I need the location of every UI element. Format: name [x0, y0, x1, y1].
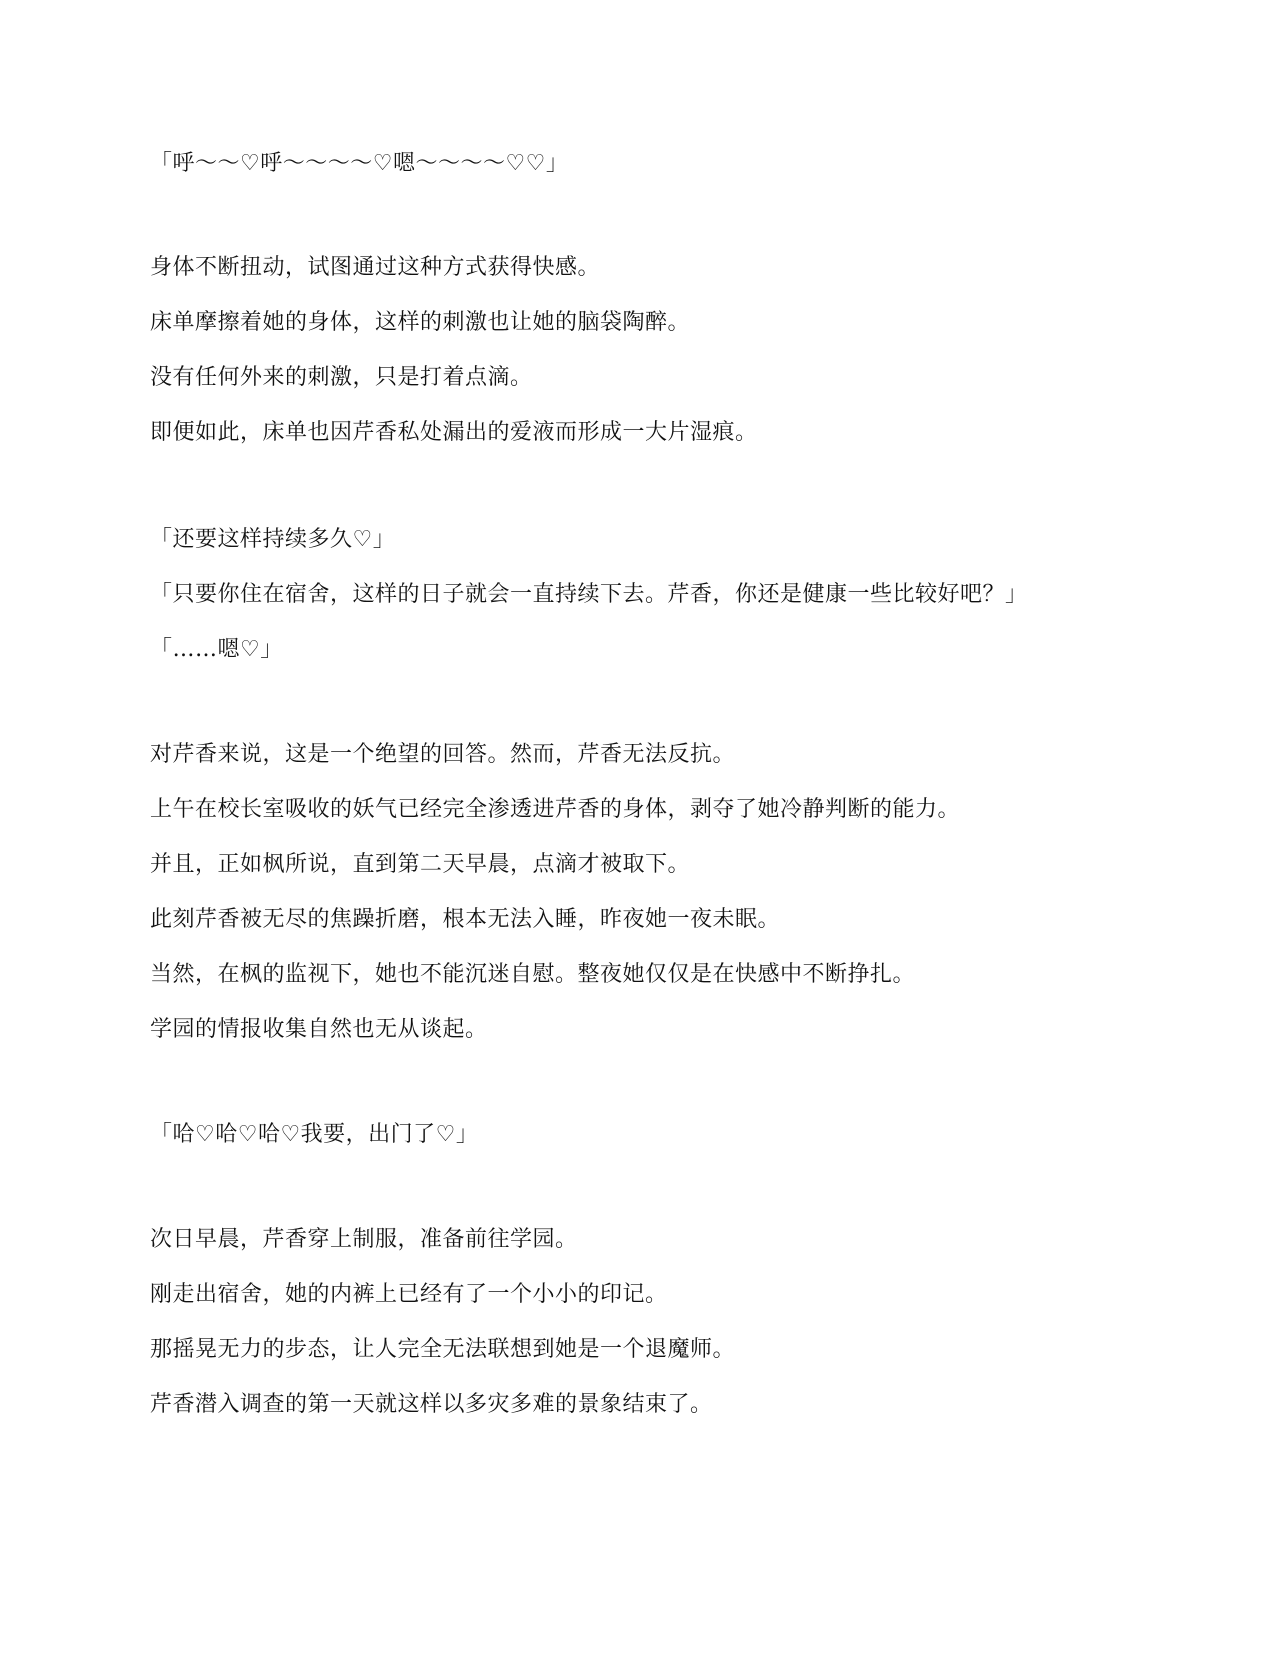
dialogue-line: 「……嗯♡」 [150, 637, 283, 662]
narration-line: 芹香潜入调查的第一天就这样以多灾多难的景象结束了。 [150, 1392, 713, 1417]
narration-line: 次日早晨，芹香穿上制服，准备前往学园。 [150, 1227, 578, 1252]
narration-line: 即便如此，床单也因芹香私处漏出的爱液而形成一大片湿痕。 [150, 420, 758, 445]
narration-line: 身体不断扭动，试图通过这种方式获得快感。 [150, 255, 601, 280]
narration-line: 此刻芹香被无尽的焦躁折磨，根本无法入睡，昨夜她一夜未眠。 [150, 907, 781, 932]
narration-line: 刚走出宿舍，她的内裤上已经有了一个小小的印记。 [150, 1282, 668, 1307]
narration-line: 并且，正如枫所说，直到第二天早晨，点滴才被取下。 [150, 852, 691, 877]
dialogue-line: 「只要你住在宿舍，这样的日子就会一直持续下去。芹香，你还是健康一些比较好吧？」 [150, 582, 1028, 607]
narration-line: 学园的情报收集自然也无从谈起。 [150, 1017, 488, 1042]
dialogue-line: 「呼～～♡呼～～～～♡嗯～～～～♡♡」 [150, 151, 569, 176]
dialogue-line: 「哈♡哈♡哈♡我要，出门了♡」 [150, 1122, 479, 1147]
narration-line: 没有任何外来的刺激，只是打着点滴。 [150, 365, 533, 390]
dialogue-line: 「还要这样持续多久♡」 [150, 527, 396, 552]
narration-line: 对芹香来说，这是一个绝望的回答。然而，芹香无法反抗。 [150, 742, 736, 767]
narration-line: 当然，在枫的监视下，她也不能沉迷自慰。整夜她仅仅是在快感中不断挣扎。 [150, 962, 916, 987]
narration-line: 床单摩擦着她的身体，这样的刺激也让她的脑袋陶醉。 [150, 310, 691, 335]
narration-line: 上午在校长室吸收的妖气已经完全渗透进芹香的身体，剥夺了她冷静判断的能力。 [150, 797, 961, 822]
narration-line: 那摇晃无力的步态，让人完全无法联想到她是一个退魔师。 [150, 1337, 736, 1362]
